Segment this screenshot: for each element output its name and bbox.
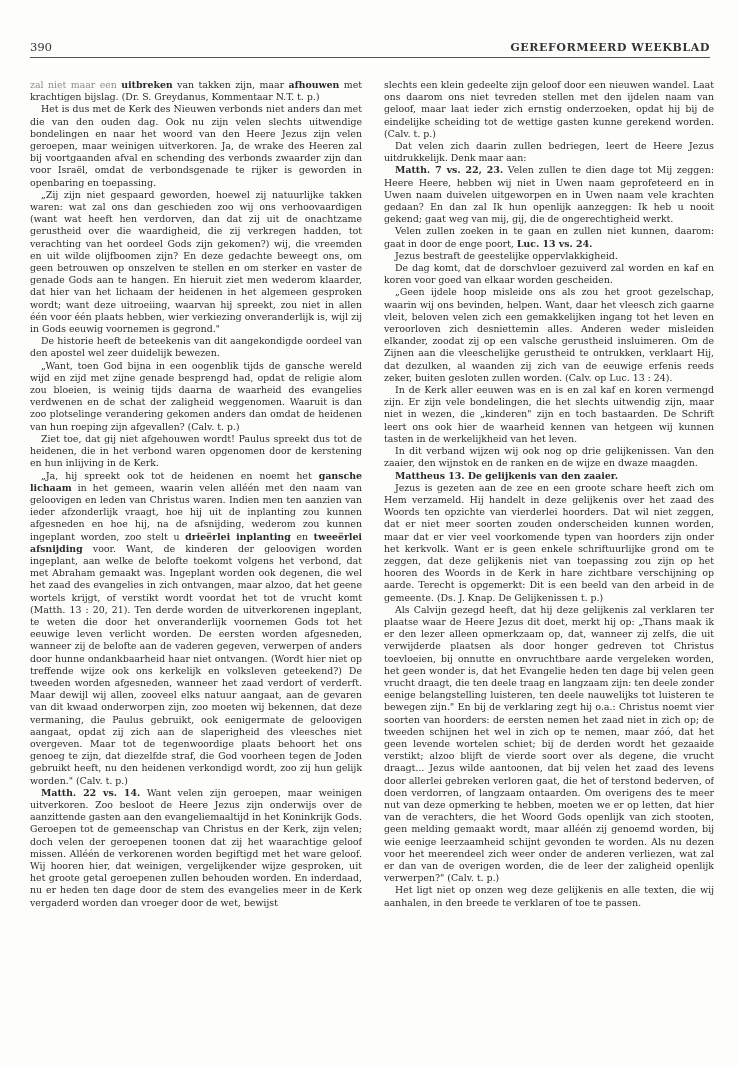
section-heading — [384, 471, 714, 483]
left-column — [30, 80, 362, 1052]
scripture-reference: Luc. 13 vs. 24. — [516, 238, 593, 250]
header-rule — [30, 57, 710, 58]
paragraph: „Want, toen God bijna in een oogenblik tijds de gansche wereld wijd en zijd met zijne genade besprengd had, opdat de religie alom zou bloeien, is weinig tijds daarna de waarheid des evangelies verdwenen en de schat der zaligheid weggenomen. Waaruit is dan zoo plotselinge verandering gekomen anders dan omdat de heidenen van hun roeping zijn afgevallen? (Calv. t. p.) — [30, 360, 362, 433]
paragraph — [30, 80, 362, 104]
emphasis-text: tweeërlei afsnijding — [30, 531, 362, 555]
paragraph-text: Want velen zijn geroepen, maar weinigen uitverkoren. Zoo besloot de Heere Jezus zijn onderwijs over de aanzittende gasten aan den evangeliemaaltijd in het Koninkrijk Gods. Geroepen tot de gemeenschap van Christus en der Kerk, zijn velen; doch velen der geroepenen toonen dat zij het waarachtige geloof missen. Alléén de verkorenen worden begiftigd met het ware geloof. Wij hooren hier, dat weinigen, vergelijkender wijze gesproken, uit het groote getal geroepenen zullen behouden worden. En inderdaad, nu er heden ten dage door de stem des evangelies meer in de Kerk vergaderd worden dan vroeger door de wet, bewijst — [30, 787, 362, 909]
paragraph-text: van takken zijn, maar — [172, 80, 289, 91]
paragraph-text: Velen zullen zoeken in te gaan en zullen niet kunnen, daarom: gaat in door de enge poort, — [384, 226, 714, 250]
paragraph: De historie heeft de beteekenis van dit aangekondigde oordeel van den apostel wel zeer duidelijk bewezen. — [30, 336, 362, 360]
paragraph-text: in het gemeen, waarin velen alléén met den naam van geloovigen en leden van Christus waren. Indien men ten aanzien van ieder afzonderlijk vraagt, hoe hij uit de inplanting zou kunnen afgesneden en hoe hij, na de afsnijding, wederom zou kunnen ingeplant worden, zoo stelt u — [30, 482, 362, 543]
paragraph-text: voor. Want, de kinderen der geloovigen worden ingeplant, aan welke de belofte toekomt volgens het verbond, dat met Abraham gemaakt was. Ingeplant worden ook degenen, die wel het zaad des evangelies in zich ontvangen, maar alzoo, dat het geene wortels krijgt, of verstikt wordt voordat het tot de vrucht komt (Matth. 13 : 20, 21). Ten derde worden de uitverkorenen ingeplant, te weten die door het onveranderlijk voornemen Gods tot het eeuwige leven verlicht worden. De eersten worden afgesneden, wanneer zij de belofte aan de vaderen gegeven, verwerpen of anders door hunne ondankbaarheid haar niet ontvangen. (Wordt hier niet op treffende wijze ook ons kerkelijk en volksleven geteekend?) De tweeden worden afgesneden, wanneer het zaad verdort of verderft. Maar dewijl wij allen, zooveel elks natuur aangaat, aan de gevaren van dit kwaad onderworpen zijn, zoo moeten wij bekennen, dat deze vermaning, die Paulus gebruikt, ook eenigermate de geloovigen aangaat, opdat zij zich aan de slaperigheid des vleesches niet overgeven. Maar tot de tegenwoordige plaats behoort het ons genoeg te zijn, dat diezelfde straf, die God voorheen tegen de Joden gebruikt heeft, nu den heidenen verkondigd wordt, zoo zij hun gelijk worden." (Calv. t. p.) — [30, 543, 362, 787]
right-column — [384, 80, 714, 1052]
scripture-reference: Matth. 22 vs. 14. — [41, 787, 141, 799]
journal-title: GEREFORMEERD WEEKBLAD — [510, 41, 710, 54]
emphasis-text: drieërlei inplanting — [185, 531, 291, 543]
paragraph: „Zij zijn niet gespaard geworden, hoewel zij natuurlijke takken waren: wat zal ons dan geschieden zoo wij ons verhoovaardigen (want wat heeft hen verdorven, dan dat zij uit de onachtzame gerustheid over die waardigheid, die zij verkregen hadden, tot verachting van het oordeel Gods zijn gekomen?) wij, die vreemden en uit wilde olijfboomen zijn? En deze gedachte beweegt ons, om geen betrouwen op onszelven te stellen en om sterker en vaster de genade Gods aan te hangen. En hieruit ziet men wederom klaarder, dat hier van het lichaam der heidenen in het algemeen gesproken wordt; want deze uitroeiing, waarvan hij spreekt, zou niet in allen één voor één plaats hebben, wier verkiezing onveranderlijk is, wijl zij in Gods eeuwig voornemen is gegrond." — [30, 189, 362, 336]
emphasis-text: gansche lichaam — [30, 470, 362, 494]
paragraph — [30, 788, 362, 910]
paragraph: Als Calvijn gezegd heeft, dat hij deze gelijkenis zal verklaren ter plaatse waar de Heere Jezus dit doet, merkt hij op: „Thans maak ik er den lezer alleen opmerkzaam op, dat, wanneer zij zelfs, die uit verwijderde plaatsen als door honger gedreven tot Christus toevloeien, bij onnutte en onvruchtbare aarde vergeleken worden, het geen wonder is, dat het Evangelie heden ten dage bij velen geen vrucht draagt, die ten deele traag en langzaam zijn: ten deele zonder eenige belangstelling luisteren, ten deele nauwelijks tot luisteren te bewegen zijn." En bij de verklaring zegt hij o.a.: Christus noemt vier soorten van hoorders: de eersten nemen het zaad niet in zich op; de tweeden schijnen het wel in zich op te nemen, maar zóó, dat het geen levende wortelen schiet; bij de derden wordt het gezaaide verstikt; alzoo blijft de vierde soort over als degene, die vrucht draagt... Jezus wilde aantoonen, dat bij velen het zaad des levens door allerlei gebreken verloren gaat, die het of terstond bederven, of doen verdorren, of langzaam ontaarden. Om overigens des te meer nut van deze opmerking te hebben, moeten we er op letten, dat hier van de verachters, die het Woord Gods openlijk van zich stooten, geen melding gemaakt wordt, maar alléén zij genoemd worden, bij wie eenige leerzaamheid schijnt gevonden te worden. Als nu dezen voor het meerendeel zich weer onder de anderen verliezen, wat zal er dan van de overigen worden, die de leer der zaligheid openlijk verwerpen?" (Calv. t. p.) — [384, 604, 714, 885]
paragraph: slechts een klein gedeelte zijn geloof door een nieuwen wandel. Laat ons daarom ons niet tevreden stellen met den ijdelen naam van geloof, maar laat ieder zich ernstig onderzoeken, opdat hij bij de eindelijke scheiding tot de wettige gasten kunne gerekend worden. (Calv. t. p.) — [384, 80, 714, 140]
paragraph: Het ligt niet op onzen weg deze gelijkenis en alle texten, die wij aanhalen, in den breede te verklaren of toe te passen. — [384, 885, 714, 909]
paragraph — [384, 226, 714, 250]
emphasis-text: uitbreken — [121, 80, 173, 91]
emphasis-text: afhouwen — [288, 80, 340, 91]
paragraph: Dat velen zich daarin zullen bedriegen, leert de Heere Jezus uitdrukkelijk. Denk maar aan: — [384, 141, 714, 165]
paragraph: Jezus bestraft de geestelijke oppervlakkigheid. — [395, 250, 618, 262]
paragraph: Het is dus met de Kerk des Nieuwen verbonds niet anders dan met die van den ouden dag. Ook nu zijn velen slechts uitwendige bondelingen en naar het woord van den Heere Jezus zijn velen geroepen, maar weinigen uitverkoren. Ja, de wrake des Heeren zal bij voortgaanden afval en schending des verbonds zwaarder zijn dan voor Israël, omdat de verbondsgenade te rijker is geworden in openbaring en toepassing. — [30, 104, 362, 189]
paragraph-text: „Ja, hij spreekt ook tot de heidenen en noemt het — [41, 470, 319, 482]
paragraph: In dit verband wijzen wij ook nog op drie gelijkenissen. Van den zaaier, den wijnstok en de ranken en de wijze en dwaze maagden. — [384, 446, 714, 470]
paragraph: „Geen ijdele hoop misleide ons als zou het groot gezelschap, waarin wij ons bevinden, helpen. Want, daar het vleesch zich gaarne vleit, beloven velen zich een gemakkelijken ingang tot het leven en veroorloven zich desniettemin alles. Anderen weder misleiden elkander, zoodat zij op een valsche gerustheid insluimeren. Om de Zijnen aan die vleeschelijke gerustheid te ontrukken, verklaart Hij, dat dezulken, al waanden zij zich van de eeuwige erfenis reeds zeker, buiten gesloten zullen worden. (Calv. op Luc. 13 : 24). — [384, 287, 714, 384]
section-heading-text: Mattheus 13. De gelijkenis van den zaaier. — [395, 470, 619, 482]
paragraph-text: zal niet maar een — [30, 80, 122, 91]
paragraph: Ziet toe, dat gij niet afgehouwen wordt! Paulus spreekt dus tot de heidenen, die in het verbond waren opgenomen door de kerstening en hun inlijving in de Kerk. — [30, 433, 362, 470]
paragraph: In de Kerk aller eeuwen was en is en zal kaf en koren vermengd zijn. Er zijn vele bondelingen, die het slechts uitwendig zijn, maar niet in wezen, die „kinderen" zijn en toch bastaarden. De Schrift leert ons ook hier de waarheid kennen van hetgeen wij kunnen tasten in de werkelijkheid van het leven. — [384, 385, 714, 445]
paragraph: De dag komt, dat de dorschvloer gezuiverd zal worden en kaf en koren voor goed van elkaar worden gescheiden. — [384, 263, 714, 287]
page-number: 390 — [30, 40, 52, 54]
paragraph: Jezus is gezeten aan de zee en een groote schare heeft zich om Hem verzameld. Hij handelt in deze gelijkenis over het zaad des Woords ten opzichte van vierderlei hoorders. Dat wil niet zeggen, dat er niet meer soorten zouden onderscheiden kunnen worden, maar dat er vier veel voorkomende typen van hoorders zijn onder het kerkvolk. Want er is geen enkele schriftuurlijke grond om te zeggen, dat deze gelijkenis niet van toepassing zou zijn op het hooren des Woords in de Kerk in hare zichtbare verschijning op aarde. Terecht is opgemerkt: Dit is een beeld van den arbeid in de gemeente. (Ds. J. Knap. De Gelijkenissen t. p.) — [384, 482, 714, 604]
scripture-reference: Matth. 7 vs. 22, 23. — [395, 165, 504, 177]
paragraph-text: Velen zullen te dien dage tot Mij zeggen: Heere Heere, hebben wij niet in Uwen naam geprofeteerd en in Uwen naam duivelen uitgeworpen en in Uwen naam vele krachten gedaan? En dan zal Ik hun openlijk aanzeggen: Ik heb u nooit gekend; gaat weg van mij, gij, die de ongerechtigheid werkt. — [384, 165, 714, 226]
paragraph — [30, 471, 362, 788]
paragraph — [384, 165, 714, 226]
paragraph-text: met krachtigen bijslag. (Dr. S. Greydanus, Kommentaar N.T. t. p.) — [30, 80, 362, 104]
paragraph-text: en — [290, 531, 314, 543]
page-header — [30, 36, 710, 54]
